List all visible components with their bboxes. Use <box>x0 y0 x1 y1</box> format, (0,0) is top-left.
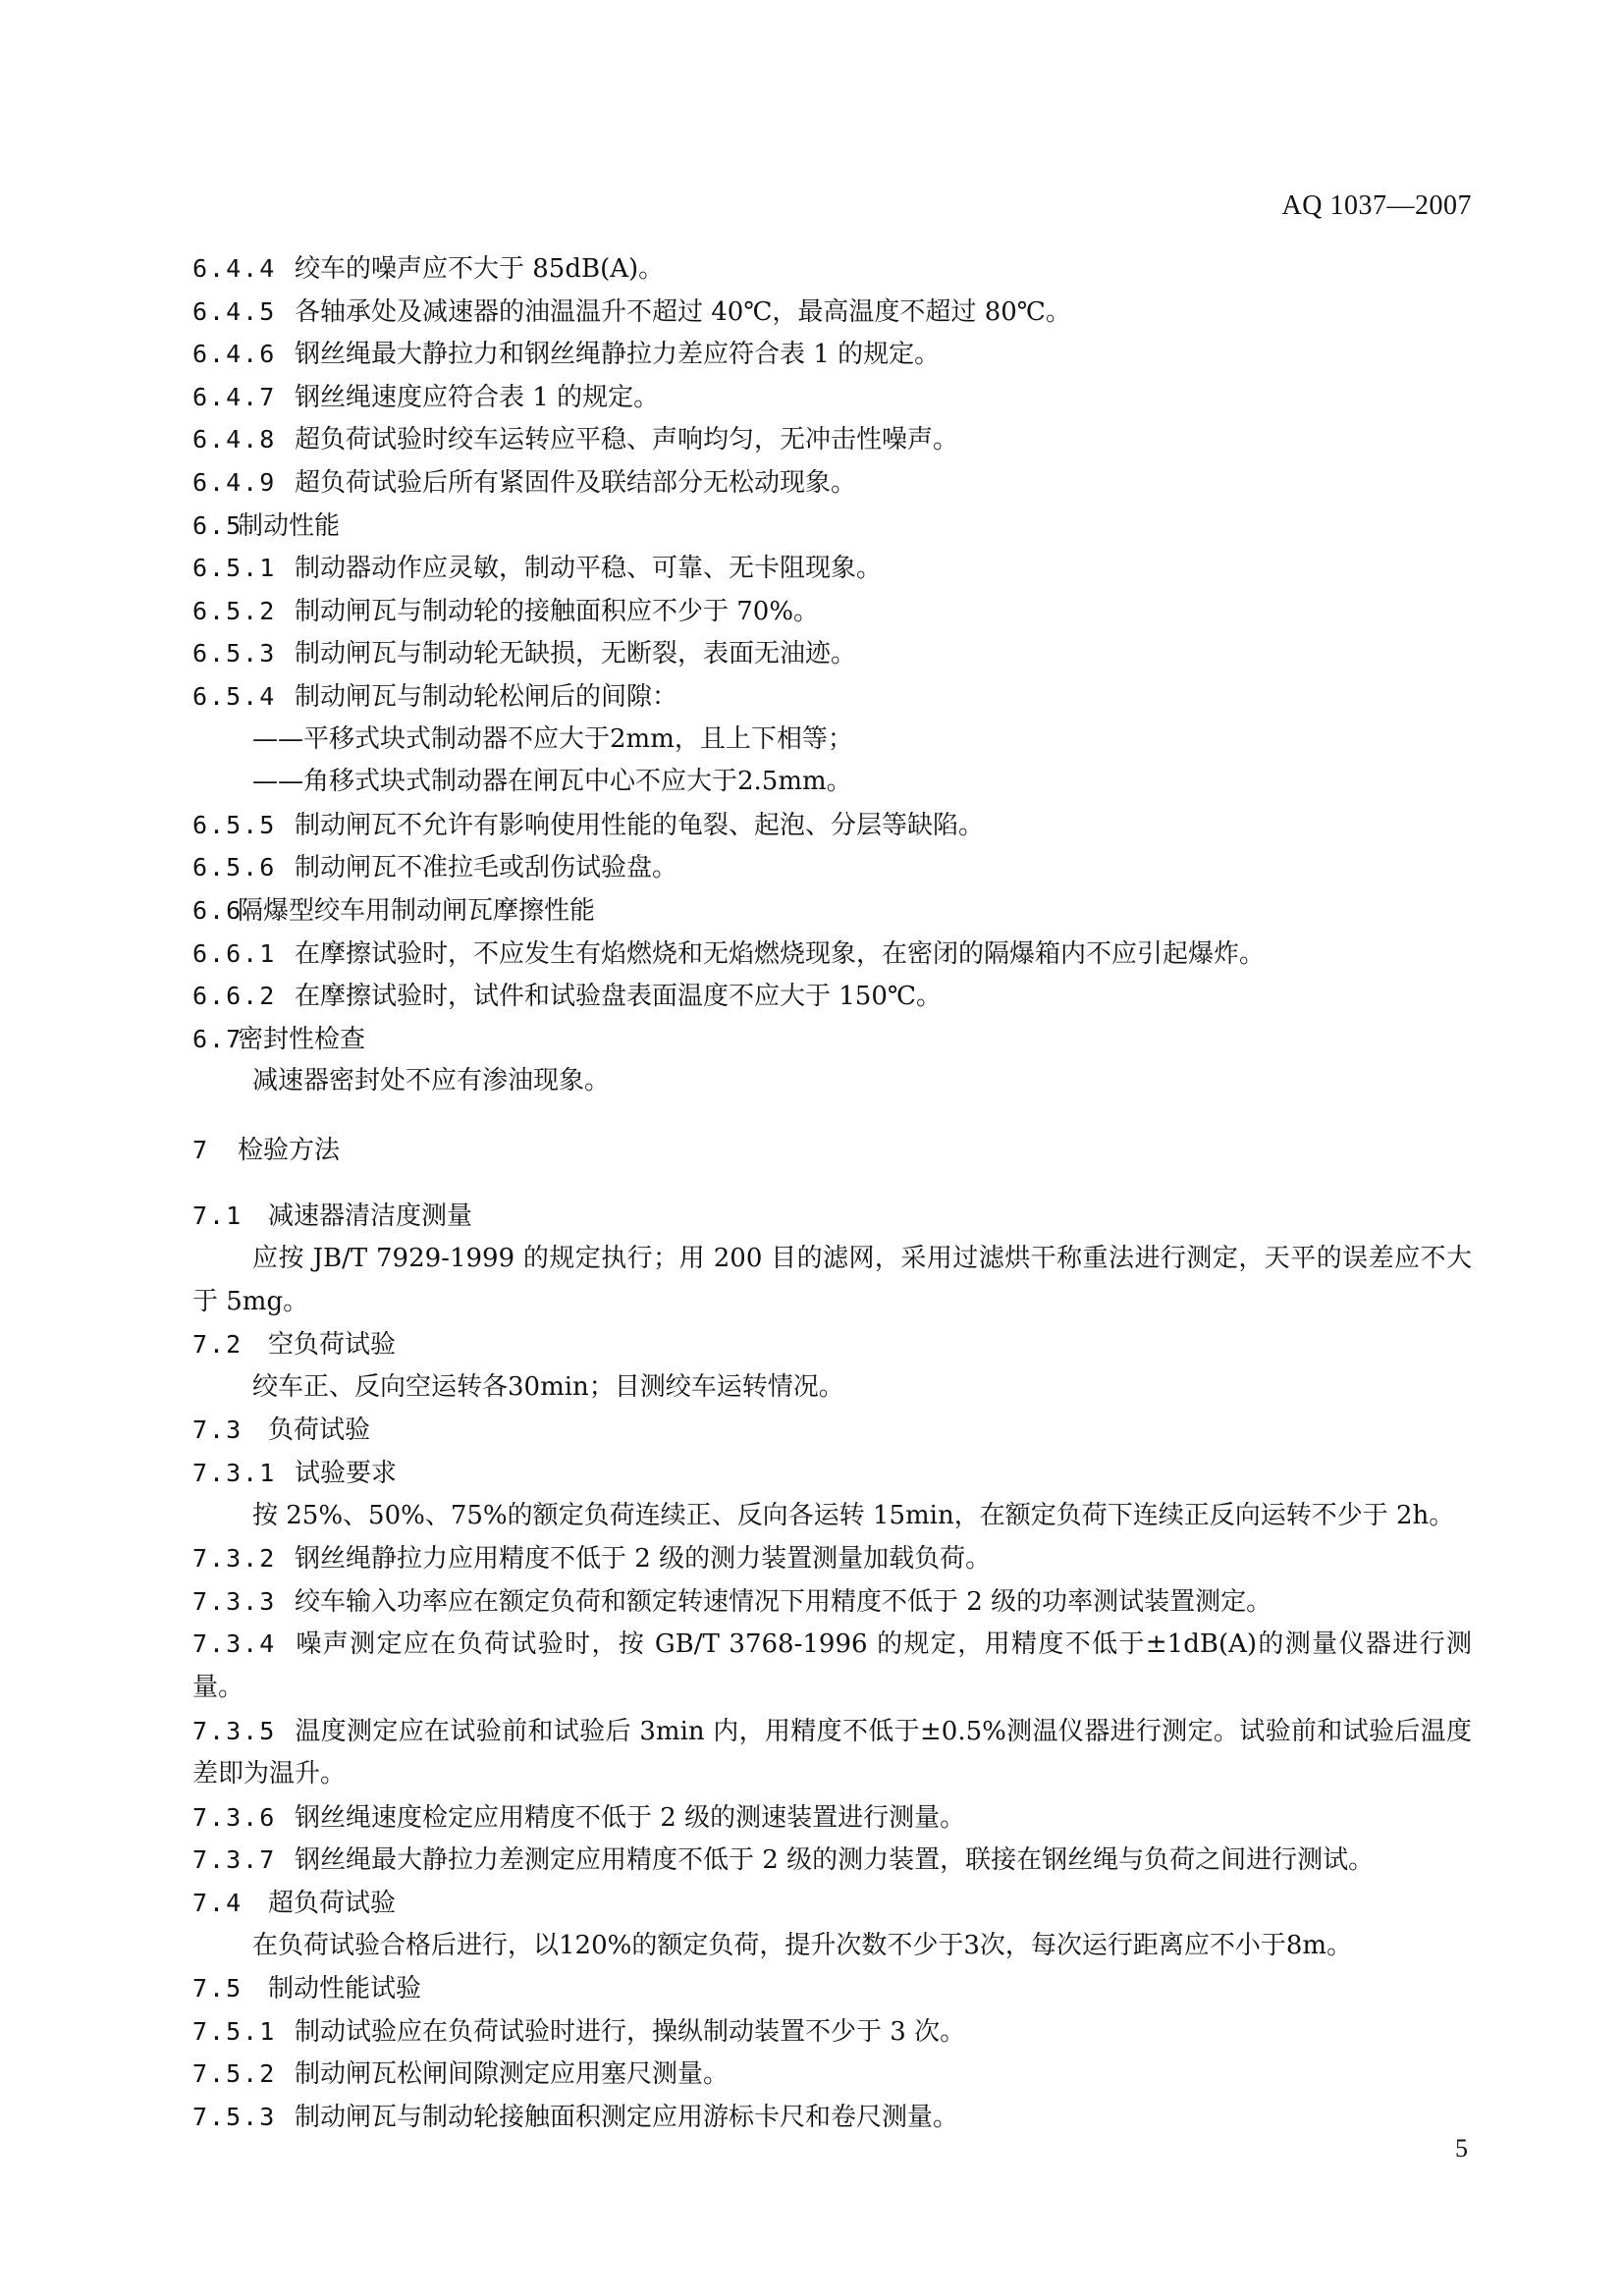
clause-6-4-4: 6.4.4 绞车的噪声应不大于 85dB(A)。 <box>192 254 665 284</box>
paragraph: 应按 JB/T 7929-1999 的规定执行；用 200 目的滤网，采用过滤烘干称重法进行测定，天平的误差应不大于 5mg。 <box>192 1244 1472 1316</box>
clause-7-3-6: 7.3.6 钢丝绳速度检定应用精度不低于 2 级的测速装置进行测量。 <box>192 1802 966 1833</box>
paragraph: 减速器密封处不应有渗油现象。 <box>252 1066 611 1096</box>
section-heading-7-2: 7.2 空负荷试验 <box>192 1330 397 1361</box>
section-heading-7-1: 7.1 减速器清洁度测量 <box>192 1201 473 1232</box>
dash-item: ——角移式块式制动器在闸瓦中心不应大于2.5mm。 <box>252 767 852 797</box>
clause-6-4-6: 6.4.6 钢丝绳最大静拉力和钢丝绳静拉力差应符合表 1 的规定。 <box>192 340 941 370</box>
clause-6-5-4: 6.5.4 制动闸瓦与制动轮松闸后的间隙： <box>192 681 678 712</box>
paragraph: 绞车正、反向空运转各30min；目测绞车运转情况。 <box>252 1371 844 1402</box>
paragraph: 按 25%、50%、75%的额定负荷连续正、反向各运转 15min，在额定负荷下连续正反向运转不少于 2h。 <box>252 1500 1455 1530</box>
clause-6-5-2: 6.5.2 制动闸瓦与制动轮的接触面积应不少于 70%。 <box>192 596 820 626</box>
clause-7-3-3: 7.3.3 绞车输入功率应在额定负荷和额定转速情况下用精度不低于 2 级的功率测试装置测定。 <box>192 1586 1272 1617</box>
clause-6-4-9: 6.4.9 超负荷试验后所有紧固件及联结部分无松动现象。 <box>192 467 857 498</box>
clause-6-5-5: 6.5.5 制动闸瓦不允许有影响使用性能的龟裂、起泡、分层等缺陷。 <box>192 810 985 840</box>
section-heading-6-7: 6.7密封性检查 <box>192 1024 366 1054</box>
clause-6-6-1: 6.6.1 在摩擦试验时，不应发生有焰燃烧和无焰燃烧现象，在密闭的隔爆箱内不应引起爆炸。 <box>192 938 1266 969</box>
clause-7-5-3: 7.5.3 制动闸瓦与制动轮接触面积测定应用游标卡尺和卷尺测量。 <box>192 2102 959 2132</box>
clause-6-4-8: 6.4.8 超负荷试验时绞车运转应平稳、声响均匀，无冲击性噪声。 <box>192 425 959 455</box>
clause-7-3-1: 7.3.1 试验要求 <box>192 1459 398 1489</box>
clause-7-5-2: 7.5.2 制动闸瓦松闸间隙测定应用塞尺测量。 <box>192 2059 730 2090</box>
clause-7-3-5: 7.3.5 温度测定应在试验前和试验后 3min 内，用精度不低于±0.5%测温仪器进行测定。试验前和试验后温度差即为温升。 <box>192 1716 1472 1789</box>
clause-7-3-4: 7.3.4 噪声测定应在负荷试验时，按 GB/T 3768-1996 的规定，用精度不低于±1dB(A)的测量仪器进行测量。 <box>192 1629 1472 1702</box>
dash-item: ——平移式块式制动器不应大于2mm，且上下相等； <box>252 723 853 754</box>
clause-7-3-7: 7.3.7 钢丝绳最大静拉力差测定应用精度不低于 2 级的测力装置，联接在钢丝绳与负荷之间进行测试。 <box>192 1845 1375 1876</box>
clause-7-3-2: 7.3.2 钢丝绳静拉力应用精度不低于 2 级的测力装置测量加载负荷。 <box>192 1544 992 1575</box>
clause-6-4-5: 6.4.5 各轴承处及减速器的油温温升不超过 40℃，最高温度不超过 80℃。 <box>192 296 1071 327</box>
section-heading-7-5: 7.5 制动性能试验 <box>192 1974 422 2004</box>
clause-6-5-3: 6.5.3 制动闸瓦与制动轮无缺损，无断裂，表面无油迹。 <box>192 639 857 669</box>
clause-6-5-6: 6.5.6 制动闸瓦不准拉毛或刮伤试验盘。 <box>192 853 678 883</box>
clause-7-5-1: 7.5.1 制动试验应在负荷试验时进行，操纵制动装置不少于 3 次。 <box>192 2016 966 2047</box>
section-heading-7-3: 7.3 负荷试验 <box>192 1415 371 1446</box>
paragraph: 在负荷试验合格后进行，以120%的额定负荷，提升次数不少于3次，每次运行距离应不小于8m。 <box>252 1930 1353 1960</box>
clause-6-4-7: 6.4.7 钢丝绳速度应符合表 1 的规定。 <box>192 382 660 412</box>
document-body <box>192 247 1472 2139</box>
standard-code: AQ 1037—2007 <box>1281 190 1472 221</box>
clause-6-6-2: 6.6.2 在摩擦试验时，试件和试验盘表面温度不应大于 150℃。 <box>192 982 942 1012</box>
page-number: 5 <box>1455 2134 1468 2163</box>
section-heading-6-5: 6.5制动性能 <box>192 510 341 541</box>
section-heading-6-6: 6.6隔爆型绞车用制动闸瓦摩擦性能 <box>192 895 596 926</box>
chapter-heading-7: 7 检验方法 <box>192 1135 341 1165</box>
section-heading-7-4: 7.4 超负荷试验 <box>192 1888 397 1918</box>
clause-6-5-1: 6.5.1 制动器动作应灵敏，制动平稳、可靠、无卡阻现象。 <box>192 554 883 584</box>
